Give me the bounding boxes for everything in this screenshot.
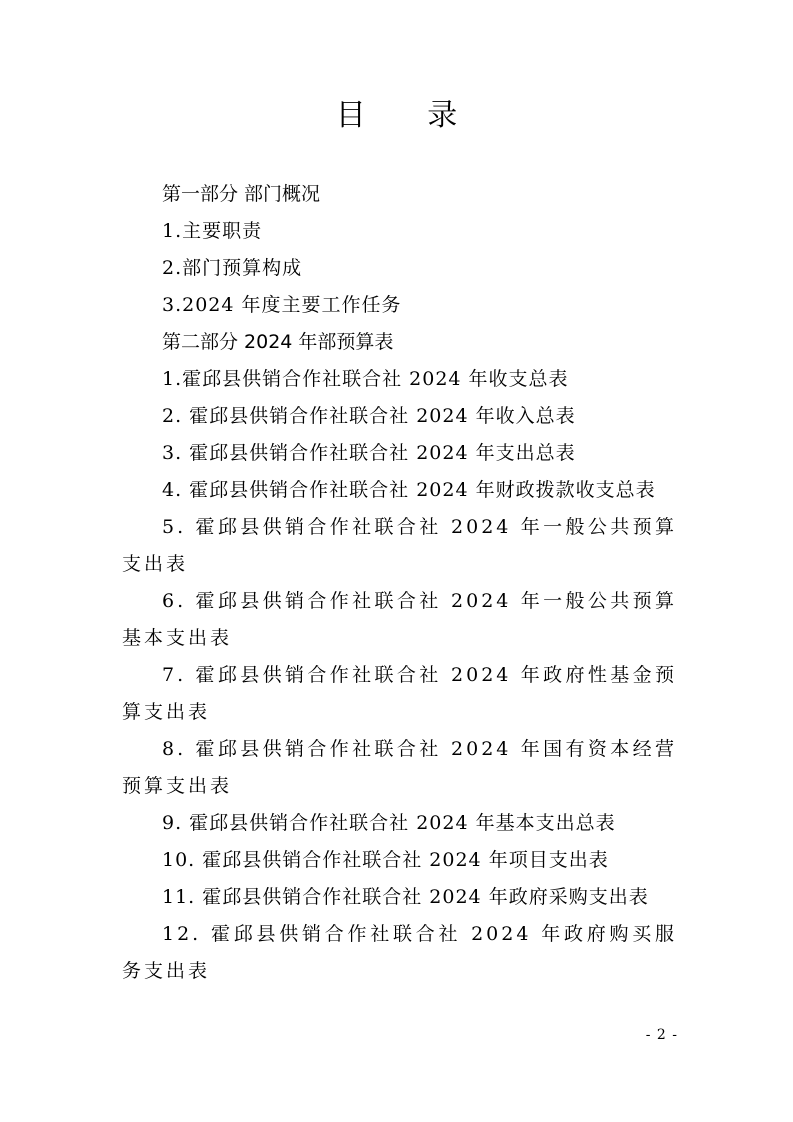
toc-item-part2-8[interactable]: 8. 霍邱县供销合作社联合社 2024 年国有资本经营预算支出表 [122, 738, 677, 797]
toc-item-part2-3[interactable]: 3. 霍邱县供销合作社联合社 2024 年支出总表 [162, 442, 576, 464]
toc-item-part2-4[interactable]: 4. 霍邱县供销合作社联合社 2024 年财政拨款收支总表 [162, 479, 656, 501]
toc-item-part2-6[interactable]: 6. 霍邱县供销合作社联合社 2024 年一般公共预算基本支出表 [122, 590, 677, 649]
toc-item-part2-9[interactable]: 9. 霍邱县供销合作社联合社 2024 年基本支出总表 [162, 812, 616, 834]
toc-item-part1-2[interactable]: 2.部门预算构成 [162, 257, 303, 279]
part2-heading[interactable]: 第二部分 2024 年部预算表 [162, 331, 394, 353]
toc-item-part2-7[interactable]: 7. 霍邱县供销合作社联合社 2024 年政府性基金预算支出表 [122, 664, 677, 723]
table-of-contents [122, 176, 677, 990]
toc-item-part2-5[interactable]: 5. 霍邱县供销合作社联合社 2024 年一般公共预算支出表 [122, 516, 677, 575]
toc-item-part2-10[interactable]: 10. 霍邱县供销合作社联合社 2024 年项目支出表 [162, 849, 609, 871]
toc-item-part2-11[interactable]: 11. 霍邱县供销合作社联合社 2024 年政府采购支出表 [162, 886, 649, 908]
part1-heading[interactable]: 第一部分 部门概况 [162, 183, 321, 205]
page-title: 目 录 [335, 98, 484, 133]
toc-item-part2-12[interactable]: 12. 霍邱县供销合作社联合社 2024 年政府购买服务支出表 [122, 923, 677, 982]
toc-item-part1-1[interactable]: 1.主要职责 [162, 220, 263, 242]
toc-item-part2-2[interactable]: 2. 霍邱县供销合作社联合社 2024 年收入总表 [162, 405, 576, 427]
toc-item-part2-1[interactable]: 1.霍邱县供销合作社联合社 2024 年收支总表 [162, 368, 569, 390]
page-number: - 2 - [645, 1027, 678, 1043]
toc-item-part1-3[interactable]: 3.2024 年度主要工作任务 [162, 294, 402, 316]
